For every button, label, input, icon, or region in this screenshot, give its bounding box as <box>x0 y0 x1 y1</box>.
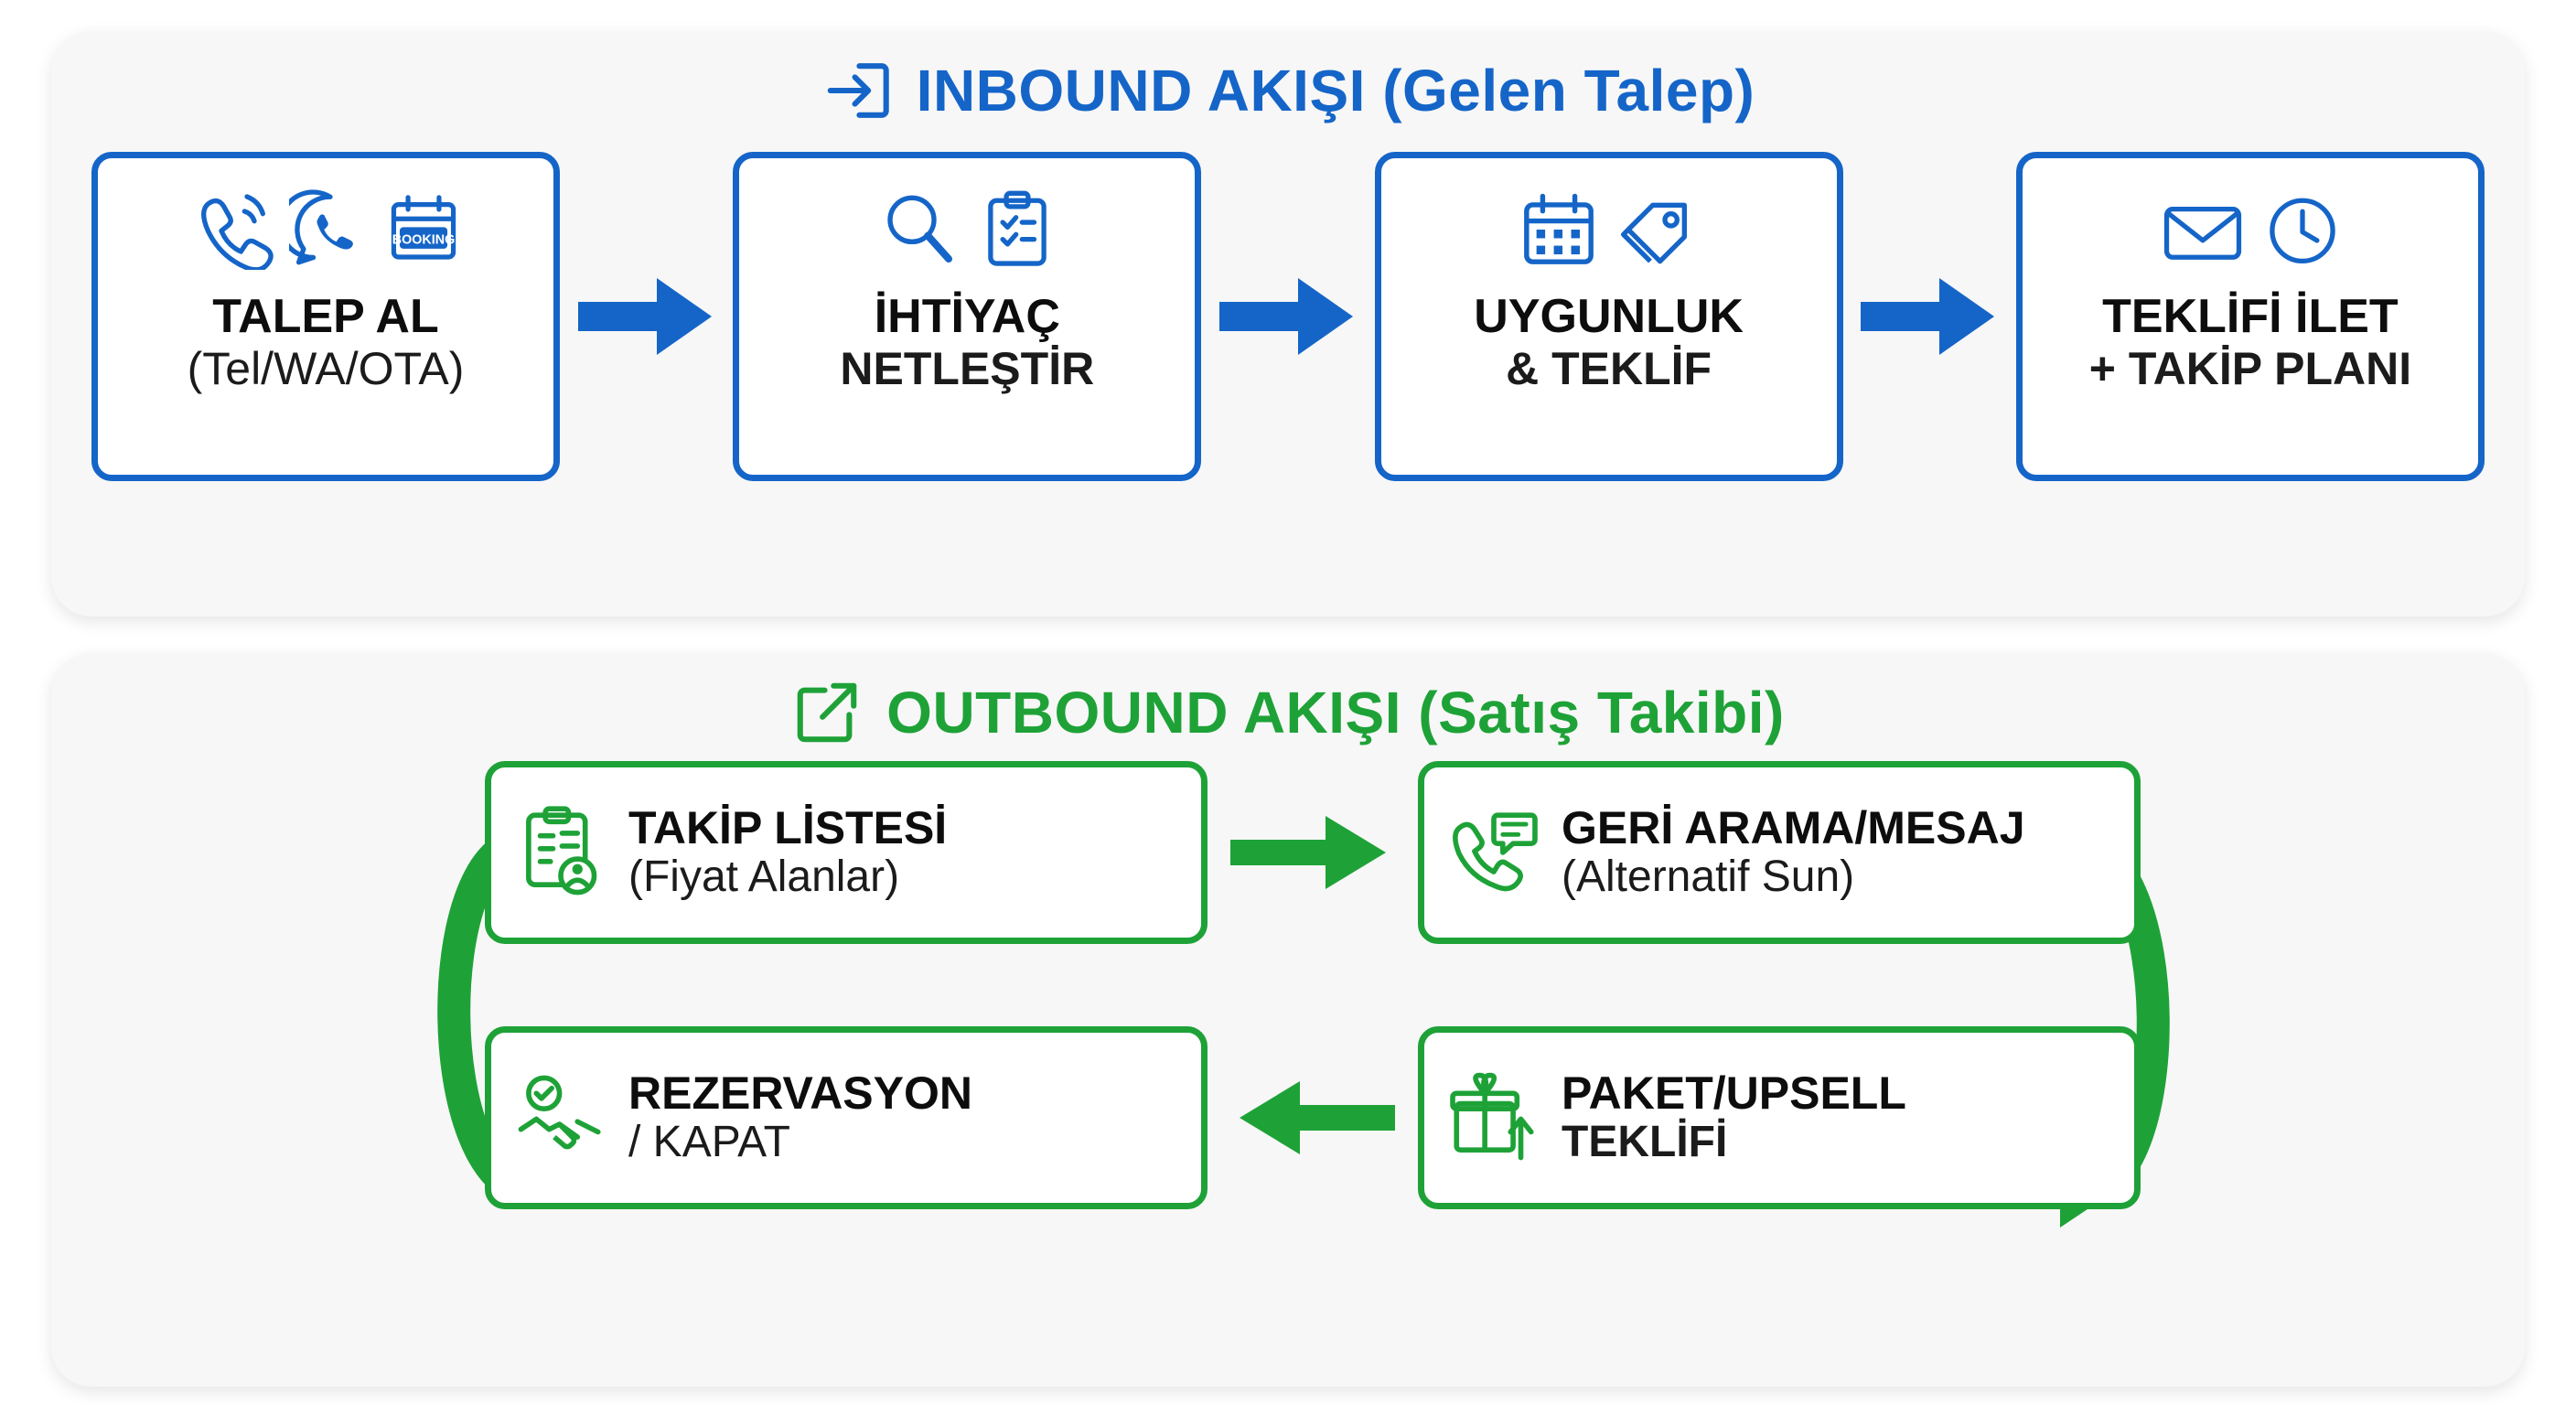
gift-upsell-icon <box>1444 1072 1543 1164</box>
right-arrow-icon <box>1230 809 1395 896</box>
inbound-step-2-line2: NETLEŞTİR <box>840 343 1095 395</box>
outbound-step-1-line2: (Fiyat Alanlar) <box>628 853 900 902</box>
outbound-step-4-text <box>628 1068 972 1167</box>
outbound-flow <box>91 761 2485 1255</box>
right-arrow-icon <box>1219 152 1357 481</box>
whatsapp-icon <box>289 189 371 274</box>
inbound-step-4-icons <box>2157 182 2344 281</box>
inbound-step-2-line1: İHTİYAÇ <box>874 290 1060 343</box>
outbound-step-card[interactable] <box>485 761 1208 944</box>
outbound-panel <box>51 653 2525 1387</box>
outbound-title: OUTBOUND AKIŞI (Satış Takibi) <box>886 680 1785 745</box>
outbound-step-2-line1: GERİ ARAMA/MESAJ <box>1562 802 2025 854</box>
login-arrow-icon <box>821 55 893 126</box>
outbound-step-card[interactable] <box>1418 761 2141 944</box>
inbound-flow <box>91 152 2485 481</box>
phone-ring-icon <box>188 189 276 274</box>
inbound-step-4-line2: + TAKİP PLANI <box>2088 343 2412 395</box>
clipboard-person-icon <box>511 805 610 900</box>
inbound-title-row <box>91 55 2485 126</box>
outbound-step-card[interactable] <box>485 1026 1208 1209</box>
booking-calendar-icon <box>384 189 463 274</box>
inbound-step-3-icons <box>1517 182 1701 281</box>
outbound-step-card[interactable] <box>1418 1026 2141 1209</box>
outbound-step-1-line1: TAKİP LİSTESİ <box>628 802 948 854</box>
handshake-check-icon <box>511 1072 610 1164</box>
inbound-step-2-icons <box>875 182 1058 281</box>
inbound-step-3-line2: & TEKLİF <box>1506 343 1712 395</box>
inbound-step-card[interactable] <box>733 152 1201 481</box>
inbound-step-4-line1: TEKLİFİ İLET <box>2102 290 2399 343</box>
inbound-step-card[interactable] <box>91 152 560 481</box>
svg-text:BOOKING: BOOKING <box>392 232 456 248</box>
outbound-grid <box>485 761 2141 1255</box>
outbound-step-2-text <box>1562 803 2025 902</box>
calendar-icon <box>1517 188 1601 276</box>
outbound-title-row <box>91 677 2485 748</box>
price-tags-icon <box>1614 188 1701 276</box>
outbound-step-3-line1: PAKET/UPSELL <box>1562 1067 1906 1120</box>
right-arrow-icon <box>1861 152 1998 481</box>
magnifier-icon <box>875 188 963 276</box>
envelope-icon <box>2157 189 2249 274</box>
inbound-step-1-line1: TALEP AL <box>212 290 439 343</box>
outbound-step-1-text <box>628 803 947 902</box>
inbound-step-card[interactable] <box>1375 152 1843 481</box>
inbound-step-1-icons <box>188 182 463 281</box>
right-arrow-icon <box>578 152 715 481</box>
inbound-step-3-line1: UYGUNLUK <box>1474 290 1744 343</box>
phone-chat-icon <box>1444 807 1543 898</box>
outbound-step-4-line2: / KAPAT <box>628 1118 790 1167</box>
inbound-title: INBOUND AKIŞI (Gelen Talep) <box>916 58 1755 123</box>
inbound-step-card[interactable] <box>2016 152 2485 481</box>
external-link-icon <box>791 677 863 748</box>
outbound-step-3-line2: TEKLİFİ <box>1562 1118 1728 1167</box>
left-arrow-icon <box>1230 1074 1395 1162</box>
checklist-clipboard-icon <box>976 188 1058 276</box>
outbound-step-3-text <box>1562 1068 1906 1167</box>
clock-icon <box>2261 189 2344 274</box>
inbound-panel <box>51 31 2525 617</box>
outbound-step-4-line1: REZERVASYON <box>628 1067 973 1120</box>
inbound-step-1-line2: (Tel/WA/OTA) <box>187 343 465 395</box>
outbound-step-2-line2: (Alternatif Sun) <box>1562 853 1855 902</box>
